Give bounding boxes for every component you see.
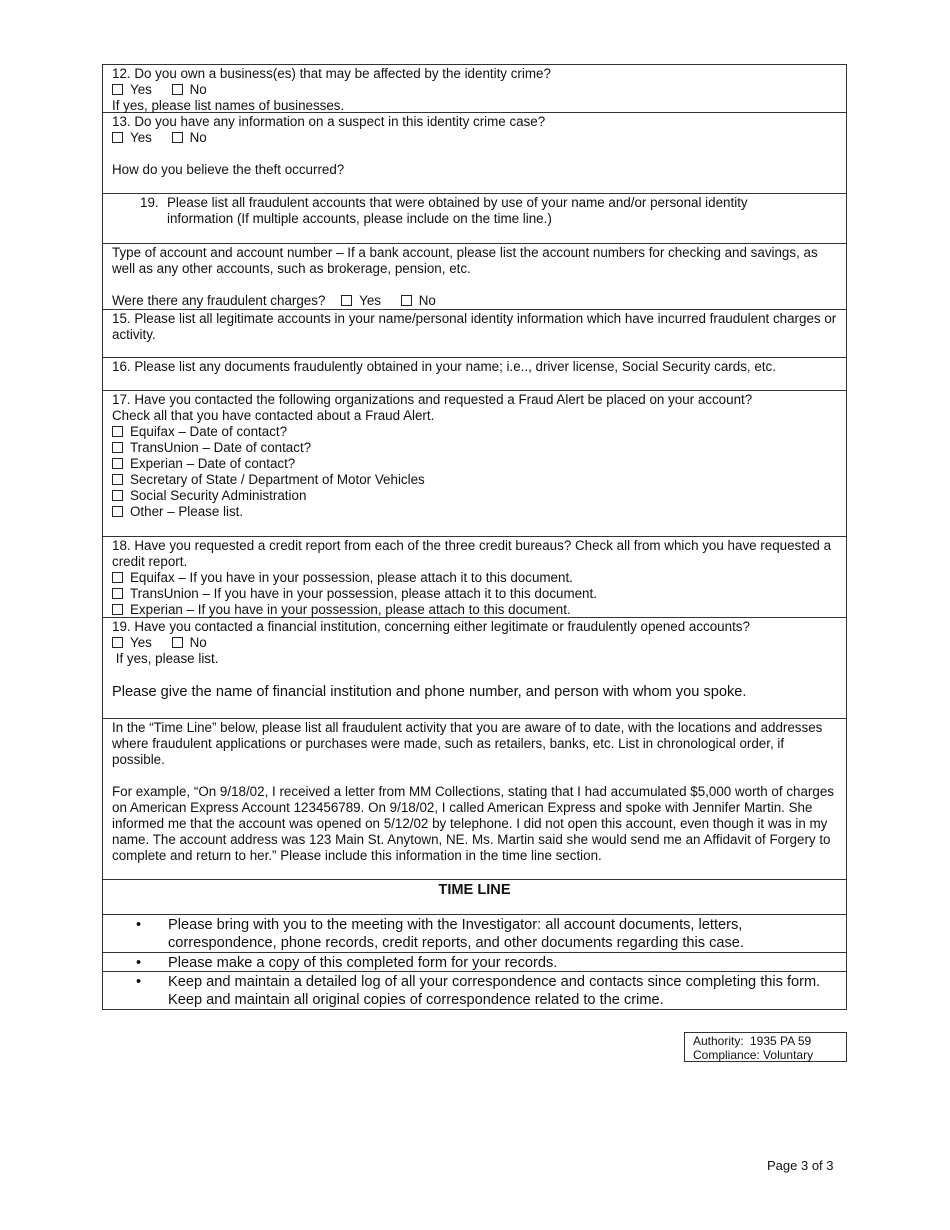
q17-option <box>112 456 837 472</box>
bullet-item <box>102 953 847 972</box>
question-19-section <box>102 618 847 719</box>
bullet-text: Keep and maintain a detailed log of all your correspondence and contacts since completing this form. Keep and maintain all original copies of correspondence related to the crime. <box>168 974 821 1008</box>
q18-option <box>112 602 837 618</box>
fraudulent-accounts-number: 19. <box>140 195 159 210</box>
bullet-dot: • <box>136 917 142 933</box>
timeline-heading: TIME LINE <box>438 882 511 898</box>
fraudulent-accounts-text <box>112 195 837 227</box>
q17-equifax-checkbox[interactable] <box>112 426 123 437</box>
q12-no-label: No <box>189 82 207 97</box>
fraudulent-accounts-section <box>102 194 847 244</box>
question-19-text: 19. Have you contacted a financial institution, concerning either legitimate or fraudulently opened accounts? <box>112 619 750 634</box>
fraudulent-charges-label: Were there any fraudulent charges? <box>112 293 326 308</box>
fraudulent-accounts-line2: information (If multiple accounts, please include on the time line.) <box>167 211 552 226</box>
q18-option <box>112 570 837 586</box>
question-17-text: 17. Have you contacted the following organizations and requested a Fraud Alert be placed on your account? <box>112 392 753 407</box>
charges-yes-label: Yes <box>359 293 381 308</box>
q17-other-checkbox[interactable] <box>112 506 123 517</box>
question-13-section <box>102 113 847 194</box>
account-type-section <box>102 244 847 310</box>
q19-yes-label: Yes <box>130 635 152 650</box>
q17-equifax-label: Equifax – Date of contact? <box>130 424 288 439</box>
q17-option <box>112 504 837 520</box>
authority-value: 1935 PA 59 <box>750 1034 812 1048</box>
question-17-instruction: Check all that you have contacted about a Fraud Alert. <box>112 408 435 423</box>
q19-no-label: No <box>189 635 207 650</box>
q12-yes-checkbox[interactable] <box>112 84 123 95</box>
q17-other-label: Other – Please list. <box>130 504 244 519</box>
bullet-text: Please bring with you to the meeting with the Investigator: all account documents, letters, correspondence, phone records, credit reports, and other documents regarding this case. <box>168 917 744 951</box>
charges-no-checkbox[interactable] <box>401 295 412 306</box>
timeline-intro-paragraph: In the “Time Line” below, please list all fraudulent activity that you are aware of to date, with the locations and addresses where fraudulent applications or purchases were made, such as retailers, banks, etc. List in chronological order, if possible. <box>112 720 823 767</box>
charges-yes-checkbox[interactable] <box>341 295 352 306</box>
q18-equifax-label: Equifax – If you have in your possession, please attach it to this document. <box>130 570 573 585</box>
q17-sos-dmv-label: Secretary of State / Department of Motor Vehicles <box>130 472 425 487</box>
identity-theft-form <box>102 64 847 1010</box>
fraudulent-charges-question <box>112 293 837 309</box>
q17-option <box>112 424 837 440</box>
q18-transunion-checkbox[interactable] <box>112 588 123 599</box>
q17-ssa-checkbox[interactable] <box>112 490 123 501</box>
charges-no-label: No <box>418 293 436 308</box>
question-12-followup: If yes, please list names of businesses. <box>112 98 345 113</box>
page-number: Page 3 of 3 <box>767 1158 834 1173</box>
q18-equifax-checkbox[interactable] <box>112 572 123 583</box>
q12-no-checkbox[interactable] <box>172 84 183 95</box>
question-19-instruction: Please give the name of financial institution and phone number, and person with whom you spoke. <box>112 684 747 700</box>
q12-yes-label: Yes <box>130 82 152 97</box>
authority-box <box>684 1032 847 1062</box>
question-15-section <box>102 310 847 358</box>
q13-no-label: No <box>189 130 207 145</box>
question-12-section <box>102 64 847 113</box>
question-16-section <box>102 358 847 391</box>
question-12-text: 12. Do you own a business(es) that may be affected by the identity crime? <box>112 66 551 81</box>
bullet-item <box>102 915 847 953</box>
q13-yes-checkbox[interactable] <box>112 132 123 143</box>
question-16-text: 16. Please list any documents fraudulently obtained in your name; i.e.., driver license, Social Security cards, etc. <box>112 359 776 374</box>
compliance-value: Voluntary <box>763 1048 814 1062</box>
bullet-dot: • <box>136 955 142 971</box>
q19-yes-checkbox[interactable] <box>112 637 123 648</box>
question-13-options <box>112 130 837 146</box>
bullet-item <box>102 972 847 1010</box>
bullet-dot: • <box>136 974 142 990</box>
timeline-heading-section <box>102 880 847 915</box>
q19-no-checkbox[interactable] <box>172 637 183 648</box>
question-18-text: 18. Have you requested a credit report from each of the three credit bureaus? Check all from which you have requested a credit report. <box>112 538 832 569</box>
question-19-followup: If yes, please list. <box>112 651 219 666</box>
q17-option <box>112 472 837 488</box>
q17-option <box>112 488 837 504</box>
fraudulent-accounts-line1: Please list all fraudulent accounts that were obtained by use of your name and/or personal identity <box>167 195 748 210</box>
question-18-section <box>102 537 847 618</box>
question-19-options <box>112 635 837 651</box>
question-15-text: 15. Please list all legitimate accounts in your name/personal identity information which have incurred fraudulent charges or activity. <box>112 311 837 342</box>
bullet-text: Please make a copy of this completed form for your records. <box>168 955 558 971</box>
q18-experian-checkbox[interactable] <box>112 604 123 615</box>
compliance-label: Compliance: <box>693 1048 760 1062</box>
q17-option <box>112 440 837 456</box>
account-type-text: Type of account and account number – If a bank account, please list the account numbers for checking and savings, as well as any other accounts, such as brokerage, pension, etc. <box>112 245 818 276</box>
q17-experian-checkbox[interactable] <box>112 458 123 469</box>
q18-option <box>112 586 837 602</box>
question-17-section <box>102 391 847 537</box>
q17-sos-dmv-checkbox[interactable] <box>112 474 123 485</box>
question-13-followup: How do you believe the theft occurred? <box>112 162 345 177</box>
q17-ssa-label: Social Security Administration <box>130 488 307 503</box>
question-12-options <box>112 82 837 98</box>
q17-experian-label: Experian – Date of contact? <box>130 456 296 471</box>
question-13-text: 13. Do you have any information on a suspect in this identity crime case? <box>112 114 546 129</box>
q17-transunion-checkbox[interactable] <box>112 442 123 453</box>
q17-transunion-label: TransUnion – Date of contact? <box>130 440 312 455</box>
authority-label: Authority: <box>693 1034 744 1048</box>
timeline-intro-section <box>102 719 847 880</box>
q13-yes-label: Yes <box>130 130 152 145</box>
q13-no-checkbox[interactable] <box>172 132 183 143</box>
timeline-example-paragraph: For example, “On 9/18/02, I received a letter from MM Collections, stating that I had accumulated $5,000 worth of charges on American Express Account 123456789. On 9/18/02, I called American Express and spoke with Jennifer Martin. She informed me that the account was opened on 5/12/02 by telephone. I did not open this account, even though it was in my name. The account address was 123 Main St. Anytown, NE. Ms. Martin said she would send me an Affidavit of Forgery to complete and return to her.” Please include this information in the time line section. <box>112 784 834 863</box>
q18-experian-label: Experian – If you have in your possession, please attach to this document. <box>130 602 571 617</box>
q18-transunion-label: TransUnion – If you have in your possession, please attach it to this document. <box>130 586 597 601</box>
